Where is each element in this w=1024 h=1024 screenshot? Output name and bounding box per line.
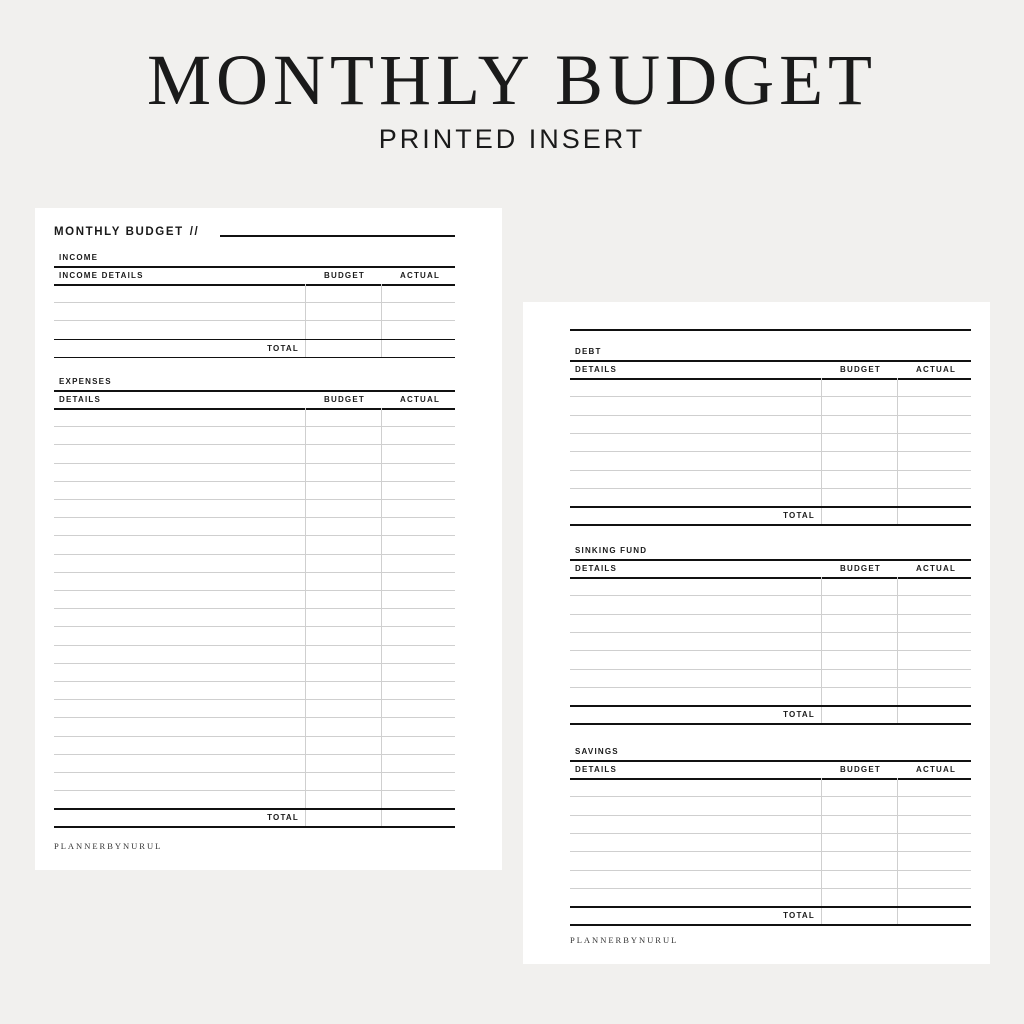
insert-title-slash: // bbox=[189, 226, 200, 238]
debt-total-bottom-rule bbox=[570, 524, 971, 526]
sinking-fund-row-line[interactable] bbox=[570, 687, 971, 688]
income-header-bottom-rule bbox=[54, 284, 455, 286]
expenses-row-line[interactable] bbox=[54, 481, 455, 482]
expenses-row-line[interactable] bbox=[54, 572, 455, 573]
expenses-row-line[interactable] bbox=[54, 426, 455, 427]
debt-total-label: TOTAL bbox=[783, 511, 815, 521]
expenses-row-line[interactable] bbox=[54, 535, 455, 536]
savings-actual-column-divider bbox=[897, 778, 898, 924]
debt-col-details: DETAILS bbox=[575, 365, 618, 374]
expenses-row-line[interactable] bbox=[54, 444, 455, 445]
debt-total-top-rule bbox=[570, 506, 971, 508]
sinking-fund-header-bottom-rule bbox=[570, 577, 971, 579]
expenses-col-budget: BUDGET bbox=[324, 395, 365, 404]
savings-total-label: TOTAL bbox=[783, 911, 815, 921]
expenses-row-line[interactable] bbox=[54, 608, 455, 609]
sinking-fund-budget-column-divider bbox=[821, 577, 822, 723]
expenses-col-details: DETAILS bbox=[59, 395, 102, 404]
insert-title-text: MONTHLY BUDGET bbox=[54, 226, 184, 238]
expenses-row-line[interactable] bbox=[54, 681, 455, 682]
expenses-budget-column-divider bbox=[305, 408, 306, 826]
sinking-fund-col-details: DETAILS bbox=[575, 564, 618, 573]
savings-row-line[interactable] bbox=[570, 851, 971, 852]
brand-mark: PLANNERBYNURUL bbox=[54, 841, 163, 851]
savings-col-details: DETAILS bbox=[575, 765, 618, 774]
debt-col-budget: BUDGET bbox=[840, 365, 881, 374]
savings-row-line[interactable] bbox=[570, 870, 971, 871]
month-write-line[interactable] bbox=[220, 235, 455, 237]
savings-row-line[interactable] bbox=[570, 888, 971, 889]
page-title: MONTHLY BUDGET bbox=[146, 40, 878, 120]
expenses-row-line[interactable] bbox=[54, 717, 455, 718]
debt-header-bottom-rule bbox=[570, 378, 971, 380]
savings-row-line[interactable] bbox=[570, 833, 971, 834]
sinking-fund-row-line[interactable] bbox=[570, 595, 971, 596]
expenses-row-line[interactable] bbox=[54, 626, 455, 627]
income-total-bottom-rule bbox=[54, 357, 455, 359]
sinking-fund-row-line[interactable] bbox=[570, 650, 971, 651]
income-col-budget: BUDGET bbox=[324, 271, 365, 280]
savings-total-top-rule bbox=[570, 906, 971, 908]
sinking-fund-total-bottom-rule bbox=[570, 723, 971, 725]
expenses-row-line[interactable] bbox=[54, 499, 455, 500]
sinking-fund-row-line[interactable] bbox=[570, 614, 971, 615]
income-col-actual: ACTUAL bbox=[400, 271, 441, 280]
income-actual-column-divider bbox=[381, 284, 382, 357]
sinking-fund-row-line[interactable] bbox=[570, 632, 971, 633]
savings-budget-column-divider bbox=[821, 778, 822, 924]
income-section-label: INCOME bbox=[59, 253, 99, 262]
debt-row-line[interactable] bbox=[570, 488, 971, 489]
expenses-row-line[interactable] bbox=[54, 645, 455, 646]
expenses-row-line[interactable] bbox=[54, 590, 455, 591]
left-insert-page bbox=[35, 208, 502, 870]
income-col-details: INCOME DETAILS bbox=[59, 271, 144, 280]
expenses-section-label: EXPENSES bbox=[59, 377, 112, 386]
debt-budget-column-divider bbox=[821, 378, 822, 524]
savings-section-label: SAVINGS bbox=[575, 747, 619, 756]
right-insert-page bbox=[523, 302, 990, 964]
debt-header-top-rule bbox=[570, 360, 971, 362]
debt-row-line[interactable] bbox=[570, 433, 971, 434]
expenses-header-top-rule bbox=[54, 390, 455, 392]
debt-col-actual: ACTUAL bbox=[916, 365, 957, 374]
debt-row-line[interactable] bbox=[570, 451, 971, 452]
sinking-fund-total-label: TOTAL bbox=[783, 710, 815, 720]
page-subtitle: PRINTED INSERT bbox=[378, 124, 646, 154]
income-row-line[interactable] bbox=[54, 320, 455, 321]
savings-header-top-rule bbox=[570, 760, 971, 762]
debt-row-line[interactable] bbox=[570, 396, 971, 397]
expenses-row-line[interactable] bbox=[54, 554, 455, 555]
expenses-row-line[interactable] bbox=[54, 517, 455, 518]
expenses-row-line[interactable] bbox=[54, 663, 455, 664]
income-header-top-rule bbox=[54, 266, 455, 268]
expenses-row-line[interactable] bbox=[54, 699, 455, 700]
sinking-fund-actual-column-divider bbox=[897, 577, 898, 723]
expenses-total-top-rule bbox=[54, 808, 455, 810]
debt-row-line[interactable] bbox=[570, 415, 971, 416]
sinking-fund-col-actual: ACTUAL bbox=[916, 564, 957, 573]
savings-total-bottom-rule bbox=[570, 924, 971, 926]
income-row-line[interactable] bbox=[54, 302, 455, 303]
expenses-row-line[interactable] bbox=[54, 463, 455, 464]
sinking-fund-header-top-rule bbox=[570, 559, 971, 561]
sinking-fund-col-budget: BUDGET bbox=[840, 564, 881, 573]
savings-header-bottom-rule bbox=[570, 778, 971, 780]
expenses-row-line[interactable] bbox=[54, 790, 455, 791]
income-total-label: TOTAL bbox=[267, 343, 299, 353]
brand-mark: PLANNERBYNURUL bbox=[570, 935, 679, 945]
expenses-row-line[interactable] bbox=[54, 772, 455, 773]
sinking-fund-total-top-rule bbox=[570, 705, 971, 707]
expenses-header-bottom-rule bbox=[54, 408, 455, 410]
sinking-fund-row-line[interactable] bbox=[570, 669, 971, 670]
debt-row-line[interactable] bbox=[570, 470, 971, 471]
income-budget-column-divider bbox=[305, 284, 306, 357]
expenses-total-bottom-rule bbox=[54, 826, 455, 828]
sinking-fund-section-label: SINKING FUND bbox=[575, 546, 648, 555]
expenses-actual-column-divider bbox=[381, 408, 382, 826]
debt-section-label: DEBT bbox=[575, 347, 602, 356]
income-total-top-rule bbox=[54, 339, 455, 341]
debt-actual-column-divider bbox=[897, 378, 898, 524]
expenses-row-line[interactable] bbox=[54, 736, 455, 737]
savings-col-actual: ACTUAL bbox=[916, 765, 957, 774]
top-rule bbox=[570, 329, 971, 331]
expenses-total-label: TOTAL bbox=[267, 813, 299, 823]
savings-row-line[interactable] bbox=[570, 815, 971, 816]
expenses-row-line[interactable] bbox=[54, 754, 455, 755]
savings-row-line[interactable] bbox=[570, 796, 971, 797]
expenses-col-actual: ACTUAL bbox=[400, 395, 441, 404]
savings-col-budget: BUDGET bbox=[840, 765, 881, 774]
insert-title bbox=[54, 225, 199, 239]
